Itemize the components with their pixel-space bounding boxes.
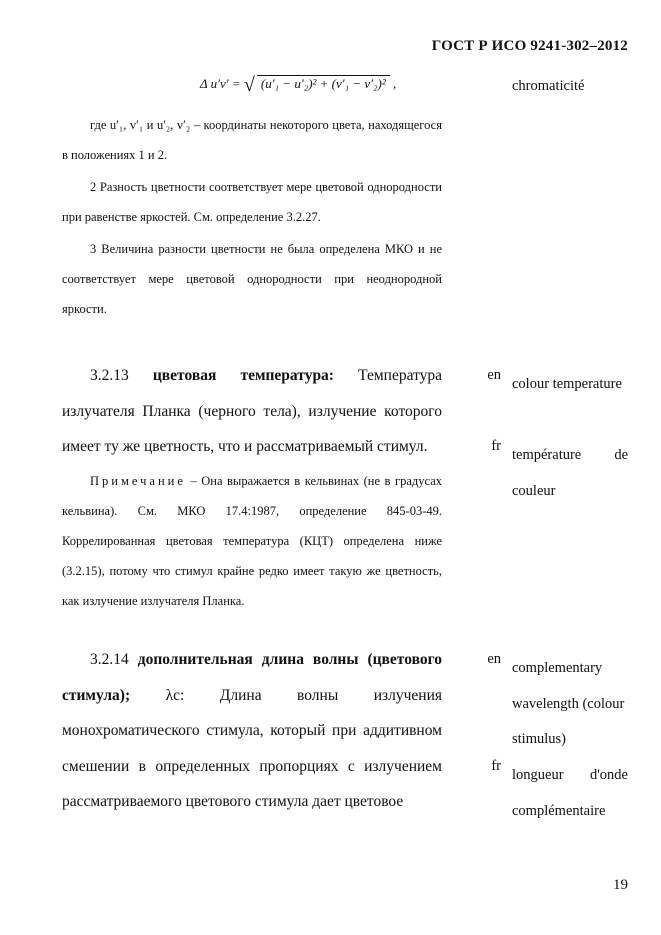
- lang-fr: fr: [491, 758, 501, 774]
- entry-symbol: λc:: [165, 686, 185, 704]
- note-3: 3 Величина разности цветности не была определена МКО и не соответствует мере цветовой однородности при неоднородной яркости.: [62, 242, 442, 316]
- lang-en: en: [487, 367, 501, 383]
- en-term: colour temperature: [512, 376, 622, 392]
- entry-3-2-13: [62, 358, 442, 465]
- entry-definition: Температура излучателя Планка (черного тела), излучение которого имеет ту же цветность, что и рассматриваемый стимул.: [62, 367, 443, 455]
- previous-term-french-tail: chromaticité: [512, 78, 585, 94]
- page-number: 19: [613, 877, 628, 893]
- entry-number: 3.2.14: [90, 651, 129, 668]
- note-coordinates: где u′₁, v′₁ и u′₂, v′₂ – координаты некоторого цвета, находящегося в положениях 1 и 2.: [62, 118, 442, 162]
- note-2: 2 Разность цветности соответствует мере цветовой однородности при равенстве яркостей. См. определение 3.2.27.: [62, 180, 442, 224]
- document-header: ГОСТ Р ИСО 9241-302–2012: [431, 38, 628, 54]
- fr-term: température de couleur: [512, 447, 628, 499]
- chromaticity-difference-formula: Δ u′v′ = √ (u′₁ − u′₂)² + (v′₁ − v′₂)² ,: [200, 74, 397, 96]
- note-text: – Она выражается в кельвинах (не в градусах кельвина). См. МКО 17.4:1987, определение 845-03-49. Коррелированная цветовая температура (КЦТ) определена ниже (3.2.15), потому что стимул крайне редко имеет такую же цветность, как излучение излучателя Планка.: [62, 474, 443, 608]
- lang-en: en: [487, 651, 501, 667]
- lang-fr: fr: [491, 438, 501, 454]
- note-label: Примечание: [90, 474, 186, 488]
- entry-3-2-13-note: [62, 466, 442, 616]
- formula-tail: ,: [393, 76, 397, 91]
- entry-term: цветовая температура:: [152, 367, 334, 384]
- entry-term: дополнительная длина волны (цветового стимула);: [62, 651, 442, 704]
- formula-lhs: Δ u′v′ =: [200, 76, 241, 91]
- entry-3-2-14: [62, 642, 442, 820]
- en-term: complementary wavelength (colour stimulus): [512, 660, 625, 747]
- fr-term: longueur d'onde complémentaire: [512, 767, 628, 819]
- entry-number: 3.2.13: [90, 367, 129, 384]
- formula-radicand: (u′₁ − u′₂)² + (v′₁ − v′₂)²: [257, 75, 390, 92]
- notes-top: [62, 110, 442, 324]
- entry-definition: Длина волны излучения монохроматического стимула, который при аддитивном смешении в определенных пропорциях с излучением рассматриваемого цветового стимула дает цветовое: [62, 686, 443, 810]
